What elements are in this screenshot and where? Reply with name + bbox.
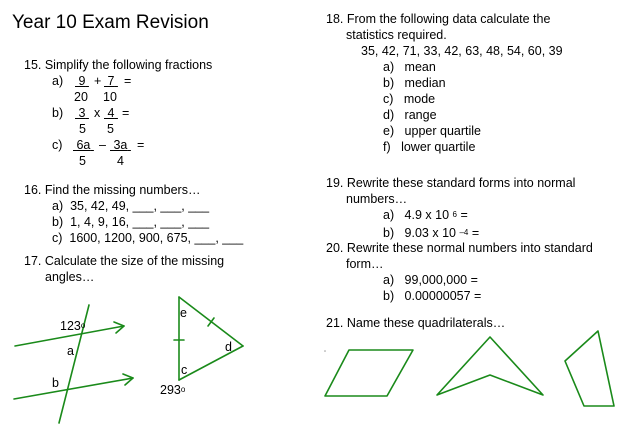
- q19-heading-line2: numbers…: [346, 192, 408, 206]
- q16-c-text: 1600, 1200, 900, 675, ___, ___: [69, 231, 244, 245]
- q18-item-f: f) lower quartile: [383, 140, 476, 154]
- q15-a-label: a): [52, 74, 64, 88]
- q16-a-text: 35, 42, 49, ___, ___, ___: [70, 199, 210, 213]
- q20-heading-line2: form…: [346, 257, 384, 271]
- q18-data: 35, 42, 71, 33, 42, 63, 48, 54, 60, 39: [361, 44, 563, 58]
- parallel-line-bottom: [14, 378, 133, 399]
- q18-item-e: e) upper quartile: [383, 124, 481, 138]
- q15-c-equals: =: [137, 138, 145, 152]
- q19-b-exponent: –4: [459, 228, 469, 237]
- quadrilateral-parallelogram: [325, 350, 413, 396]
- q19-heading-line1: 19. Rewrite these standard forms into normal: [326, 176, 576, 190]
- q15-b-op: x: [94, 106, 101, 120]
- q18-item-b: b) median: [383, 76, 446, 90]
- q15-b-num2: 4: [107, 106, 115, 120]
- q15-c-num1: 6a: [76, 138, 91, 152]
- q20-item-b: b) 0.00000057 =: [383, 289, 482, 303]
- q21-heading: 21. Name these quadrilaterals…: [326, 316, 506, 330]
- angle-label-a: a: [67, 344, 74, 358]
- angle-label-293: 293$^o$: [160, 383, 186, 397]
- q16-heading: 16. Find the missing numbers…: [24, 183, 201, 197]
- q15-c-label: c): [52, 138, 63, 152]
- stray-dot: [324, 350, 326, 352]
- q15-a-num2: 7: [107, 74, 115, 88]
- q15-b-num1: 3: [78, 106, 86, 120]
- q18-item-c: c) mode: [383, 92, 436, 106]
- q15-a-op: +: [94, 74, 102, 88]
- q19-a-exponent: 6: [452, 210, 457, 219]
- q15-a-den2: 10: [103, 90, 117, 104]
- q17-heading-line2: angles…: [45, 270, 95, 284]
- q15-b-den1: 5: [79, 122, 86, 136]
- q16-b-text: 1, 4, 9, 16, ___, ___, ___: [70, 215, 210, 229]
- q17-heading-line1: 17. Calculate the size of the missing: [24, 254, 225, 268]
- q16-a-label: a): [52, 199, 64, 213]
- q18-heading-line2: statistics required.: [346, 28, 447, 42]
- q20-item-a: a) 99,000,000 =: [383, 273, 478, 287]
- q15-b-label: b): [52, 106, 64, 120]
- angle-label-c: c: [181, 363, 188, 377]
- angle-label-e: e: [180, 306, 187, 320]
- q19-item-a: a) 4.9 x 10 $^6$ =: [383, 208, 468, 222]
- q15-b-den2: 5: [107, 122, 114, 136]
- q15-c-den1: 5: [79, 154, 86, 168]
- page-title: Year 10 Exam Revision: [12, 12, 209, 33]
- angle-label-b: b: [52, 376, 59, 390]
- quadrilateral-kite: [565, 331, 614, 406]
- q15-a-equals: =: [124, 74, 132, 88]
- q15-heading: 15. Simplify the following fractions: [24, 58, 213, 72]
- angle-label-d: d: [225, 340, 232, 354]
- q15-c-den2: 4: [117, 154, 124, 168]
- q15-c-num2: 3a: [113, 138, 128, 152]
- angle-label-123: 123$^o$: [60, 319, 86, 333]
- q15-a-num1: 9: [78, 74, 86, 88]
- q16-c-label: c): [52, 231, 63, 245]
- q20-heading-line1: 20. Rewrite these normal numbers into standard: [326, 241, 593, 255]
- q15-b-equals: =: [122, 106, 130, 120]
- q15-c-op: –: [99, 138, 106, 152]
- quadrilateral-arrowhead: [437, 337, 543, 395]
- q19-item-b: b) 9.03 x 10 $^{-4}$ =: [383, 226, 480, 240]
- q18-item-a: a) mean: [383, 60, 436, 74]
- q16-b-label: b): [52, 215, 64, 229]
- q18-heading-line1: 18. From the following data calculate the: [326, 12, 551, 26]
- triangle-side-bottom: [179, 346, 243, 380]
- q15-a-den1: 20: [74, 90, 88, 104]
- q18-item-d: d) range: [383, 108, 437, 122]
